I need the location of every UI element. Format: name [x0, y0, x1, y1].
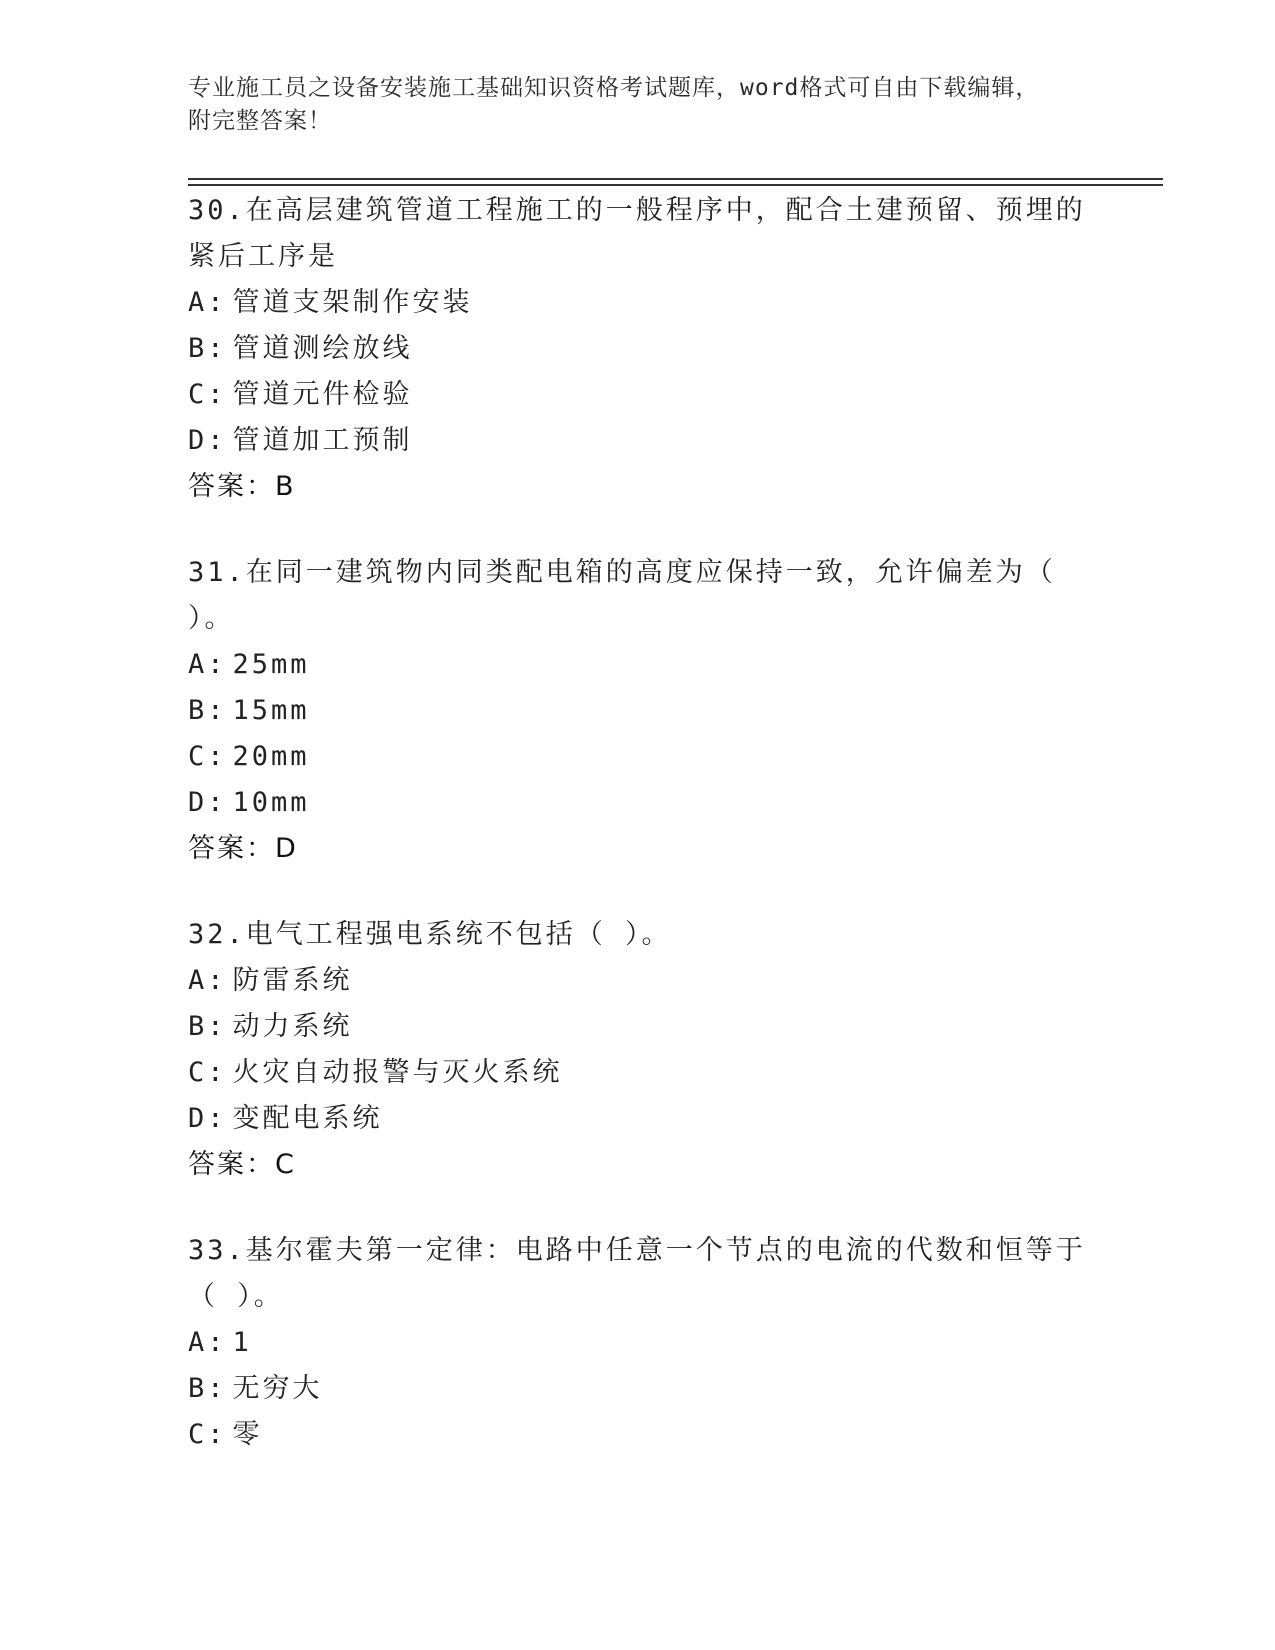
header-line-2: 附完整答案！ — [188, 108, 332, 134]
option-text: 管道测绘放线 — [232, 333, 413, 364]
option-c — [188, 1412, 1088, 1458]
option-letter: B: — [188, 1011, 227, 1042]
question-31 — [188, 550, 1088, 872]
document-header — [188, 72, 1088, 138]
option-text: 零 — [232, 1419, 263, 1450]
option-c — [188, 1050, 1088, 1096]
answer-line: 答案：C — [188, 1149, 296, 1180]
option-letter: C: — [188, 1419, 227, 1450]
option-d — [188, 780, 1088, 826]
option-letter: D: — [188, 425, 227, 456]
option-letter: B: — [188, 1373, 227, 1404]
option-d — [188, 418, 1088, 464]
header-line-1: 专业施工员之设备安装施工基础知识资格考试题库，word格式可自由下载编辑， — [188, 75, 1040, 101]
option-letter: B: — [188, 333, 227, 364]
option-text: 管道元件检验 — [232, 379, 413, 410]
option-a — [188, 1320, 1088, 1366]
option-b — [188, 1004, 1088, 1050]
option-text: 变配电系统 — [232, 1103, 383, 1134]
option-b — [188, 688, 1088, 734]
option-text: 动力系统 — [232, 1011, 353, 1042]
question-33 — [188, 1228, 1088, 1458]
option-text: 管道支架制作安装 — [232, 287, 473, 318]
option-letter: B: — [188, 695, 227, 726]
option-text: 无穷大 — [232, 1373, 323, 1404]
option-letter: A: — [188, 965, 227, 996]
option-b — [188, 326, 1088, 372]
option-text: 20mm — [232, 741, 310, 772]
question-stem: 31.在同一建筑物内同类配电箱的高度应保持一致，允许偏差为（ ）。 — [188, 557, 1056, 634]
option-text: 防雷系统 — [232, 965, 353, 996]
option-letter: D: — [188, 1103, 227, 1134]
option-letter: C: — [188, 741, 227, 772]
answer-line: 答案：B — [188, 471, 296, 502]
option-a — [188, 642, 1088, 688]
option-letter: C: — [188, 1057, 227, 1088]
answer-line: 答案：D — [188, 833, 298, 864]
option-c — [188, 372, 1088, 418]
question-stem: 30.在高层建筑管道工程施工的一般程序中，配合土建预留、预埋的紧后工序是 — [188, 195, 1086, 272]
option-d — [188, 1096, 1088, 1142]
option-text: 15mm — [232, 695, 310, 726]
option-c — [188, 734, 1088, 780]
header-divider-bottom — [188, 184, 1163, 186]
option-b — [188, 1366, 1088, 1412]
option-text: 火灾自动报警与灭火系统 — [232, 1057, 563, 1088]
question-stem: 32.电气工程强电系统不包括（ ）。 — [188, 919, 672, 950]
option-a — [188, 958, 1088, 1004]
option-text: 管道加工预制 — [232, 425, 413, 456]
option-text: 25mm — [232, 649, 310, 680]
option-text: 10mm — [232, 787, 310, 818]
question-list — [188, 188, 1088, 1498]
option-letter: A: — [188, 1327, 227, 1358]
question-30 — [188, 188, 1088, 510]
option-letter: A: — [188, 649, 227, 680]
option-letter: C: — [188, 379, 227, 410]
option-text: 1 — [232, 1327, 252, 1358]
header-divider-top — [188, 178, 1163, 180]
question-stem: 33.基尔霍夫第一定律：电路中任意一个节点的电流的代数和恒等于（ ）。 — [188, 1235, 1086, 1312]
question-32 — [188, 912, 1088, 1188]
option-a — [188, 280, 1088, 326]
option-letter: A: — [188, 287, 227, 318]
option-letter: D: — [188, 787, 227, 818]
